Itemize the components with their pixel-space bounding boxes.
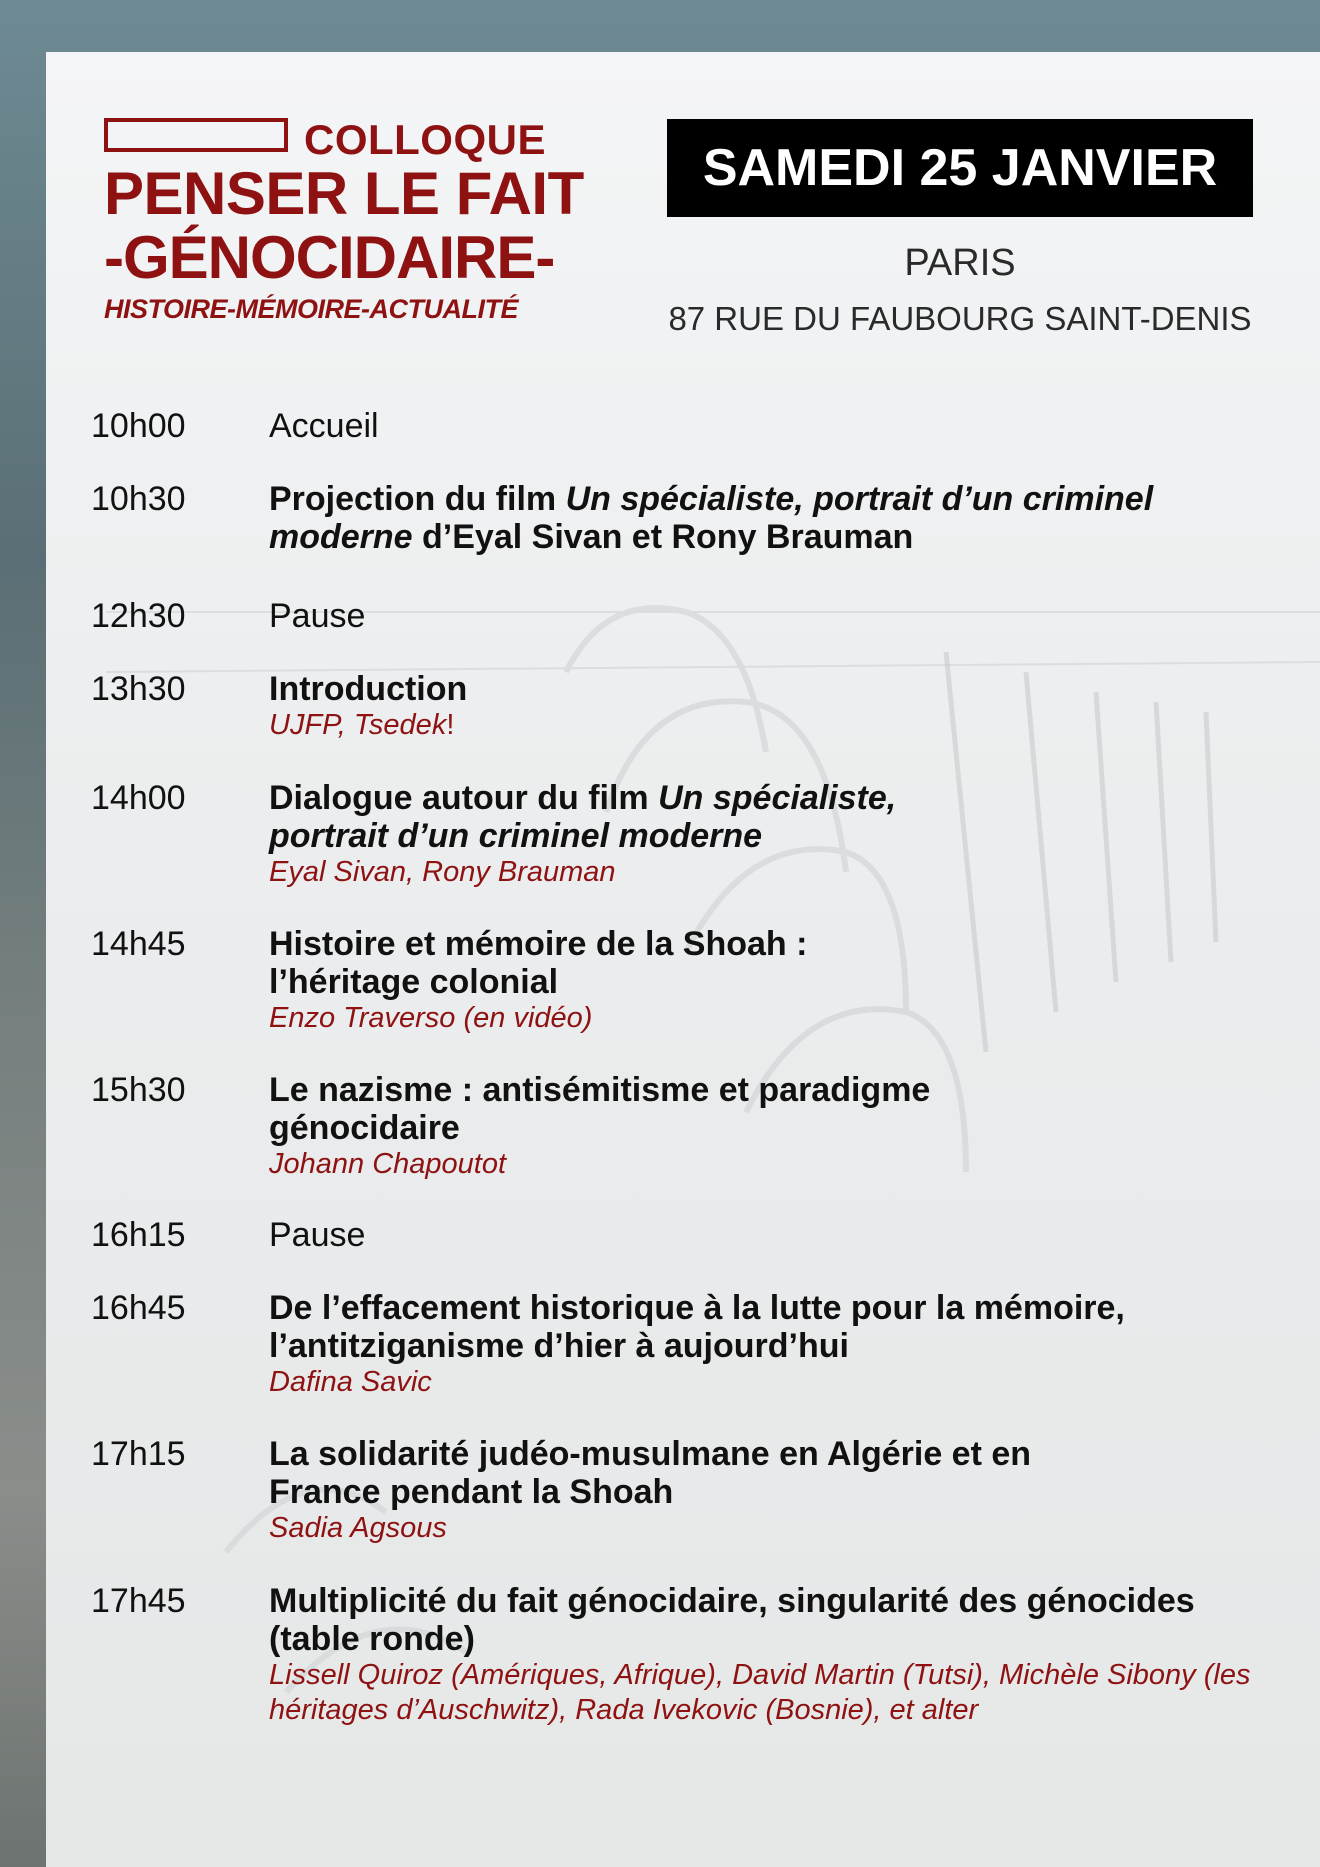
city-label: PARIS: [904, 242, 1016, 284]
schedule-time: 10h30: [91, 480, 186, 518]
address-label: 87 RUE DU FAUBOURG SAINT-DENIS: [668, 300, 1252, 337]
event-title-line2: -GÉNOCIDAIRE-: [104, 224, 555, 291]
event-subtitle: HISTOIRE-MÉMOIRE-ACTUALITÉ: [104, 294, 518, 324]
schedule-speakers: Eyal Sivan, Rony Brauman: [269, 856, 616, 888]
schedule-title: Pause: [269, 1216, 366, 1254]
schedule-title: La solidarité judéo-musulmane en Algérie et en France pendant la Shoah: [269, 1435, 1032, 1511]
schedule-speakers: UJFP, Tsedek!: [269, 709, 455, 741]
schedule-time: 16h45: [91, 1289, 186, 1327]
schedule-speakers: Enzo Traverso (en vidéo): [269, 1002, 593, 1034]
schedule-title: Accueil: [269, 407, 379, 445]
schedule-time: 14h45: [91, 925, 186, 963]
schedule-title: Pause: [269, 597, 366, 635]
schedule-speakers: Johann Chapoutot: [269, 1148, 507, 1180]
poster-panel: [46, 52, 1320, 1867]
logo-rectangle: [104, 118, 288, 152]
schedule-time: 14h00: [91, 779, 186, 817]
schedule-title: Dialogue autour du film Un spécialiste, portrait d’un criminel moderne: [269, 779, 897, 855]
schedule-time: 15h30: [91, 1071, 186, 1109]
schedule-speakers: Dafina Savic: [269, 1366, 432, 1398]
schedule-time: 10h00: [91, 407, 186, 445]
schedule-time: 12h30: [91, 597, 186, 635]
schedule-title: Introduction: [269, 670, 468, 708]
schedule-title: Histoire et mémoire de la Shoah : l’héritage colonial: [269, 925, 808, 1001]
event-title-line1: PENSER LE FAIT: [104, 160, 584, 227]
schedule-title: Multiplicité du fait génocidaire, singularité des génocides (table ronde): [269, 1582, 1195, 1658]
date-banner: SAMEDI 25 JANVIER: [667, 119, 1253, 217]
schedule-title: De l’effacement historique à la lutte pour la mémoire, l’antitziganisme d’hier à aujourd’hui: [269, 1289, 1125, 1365]
schedule-time: 13h30: [91, 670, 186, 708]
schedule-title: Projection du film Un spécialiste, portrait d’un criminel moderne d’Eyal Sivan et Rony Brauman: [269, 480, 1154, 556]
schedule-speakers: Sadia Agsous: [269, 1512, 447, 1544]
colloque-label: COLLOQUE: [304, 116, 546, 163]
schedule-time: 16h15: [91, 1216, 186, 1254]
schedule-time: 17h45: [91, 1582, 186, 1620]
schedule-speakers: Lissell Quiroz (Amériques, Afrique), David Martin (Tutsi), Michèle Sibony (les héritages d’Auschwitz), Rada Ivekovic (Bosnie), et alter: [269, 1659, 1251, 1726]
schedule-title: Le nazisme : antisémitisme et paradigme génocidaire: [269, 1071, 931, 1147]
schedule-time: 17h15: [91, 1435, 186, 1473]
